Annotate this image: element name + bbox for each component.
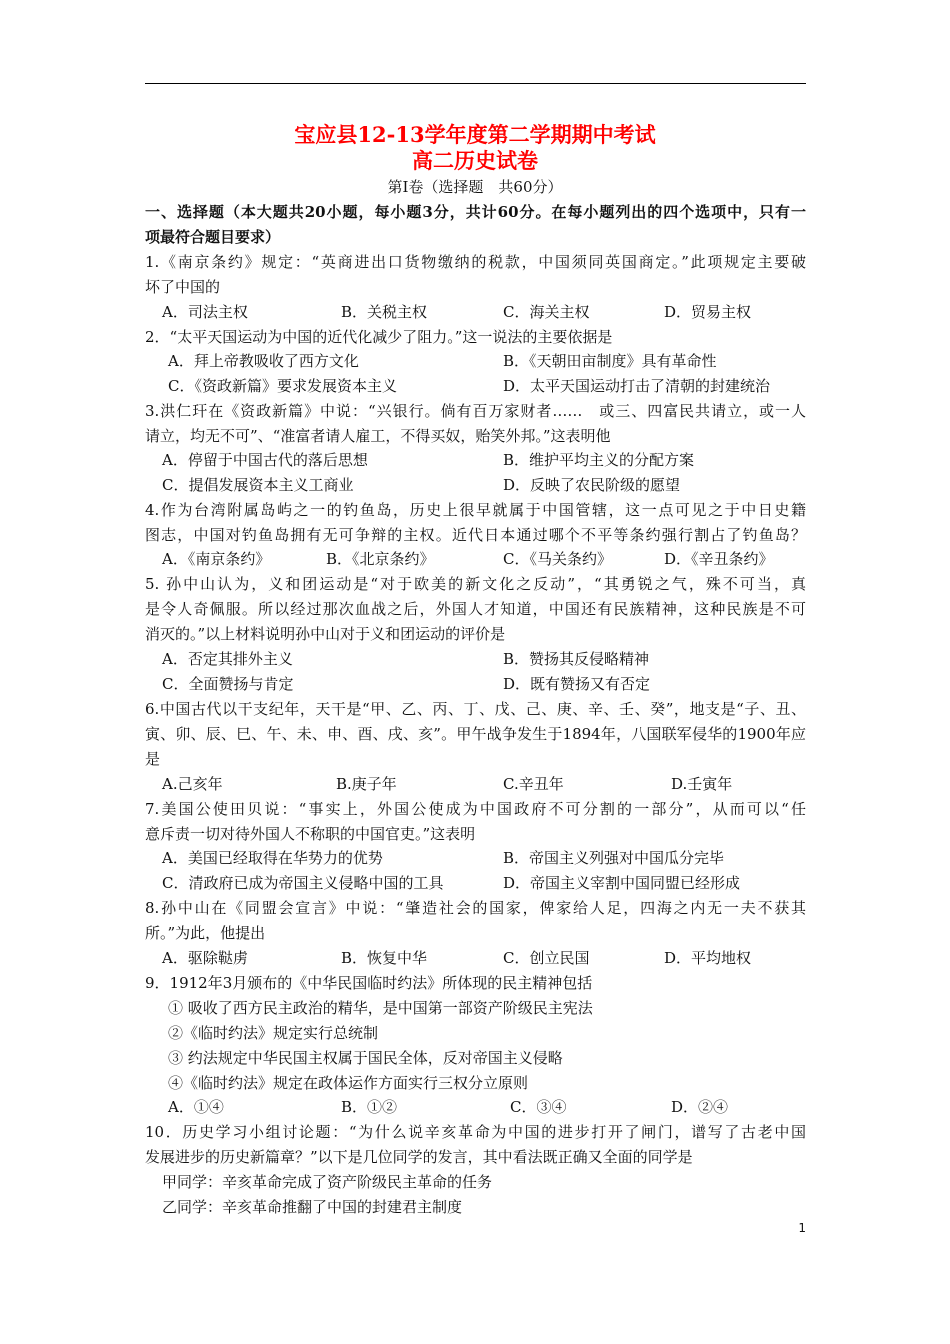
q9-option-c: C．③④ [510, 1098, 567, 1116]
q3-option-a: A．停留于中国古代的落后思想 [162, 451, 368, 469]
q7-option-a: A．美国已经取得在华势力的优势 [162, 849, 383, 867]
header-rule [145, 83, 806, 84]
q7-option-b: B．帝国主义列强对中国瓜分完毕 [503, 849, 725, 867]
q2-option-d: D．太平天国运动打击了清朝的封建统治 [503, 377, 771, 395]
exam-subtitle: 高二历史试卷 [412, 148, 538, 173]
q10-stem-2: 发展进步的历史新篇章？”以下是几位同学的发言，其中看法既正确又全面的同学是 [145, 1148, 693, 1166]
q9-option-d: D．②④ [671, 1098, 729, 1116]
q4-option-c: C．《马关条约》 [503, 550, 612, 568]
q3-stem-2: 请立，均无不可”、“准富者请人雇工，不得买奴，贻笑外邦。”这表明他 [145, 427, 611, 445]
q4-option-d: D．《辛丑条约》 [664, 550, 774, 568]
q6-option-b: B.庚子年 [336, 775, 397, 793]
q6-stem-3: 是 [145, 750, 161, 768]
q5-option-a: A．否定其排外主义 [162, 650, 293, 668]
q5-stem-3: 消灭的。”以上材料说明孙中山对于义和团运动的评价是 [145, 625, 506, 643]
q9-item-3: ③ 约法规定中华民国主权属于国民全体，反对帝国主义侵略 [168, 1049, 563, 1067]
q5-option-d: D．既有赞扬又有否定 [503, 675, 651, 693]
q4-option-b: B．《北京条约》 [326, 550, 435, 568]
q9-item-1: ① 吸收了西方民主政治的精华，是中国第一部资产阶级民主宪法 [168, 999, 593, 1017]
q5-stem-2: 是令人奇佩服。所以经过那次血战之后，外国人才知道，中国还有民族精神，这种民族是不可 [145, 600, 806, 618]
q6-option-d: D.壬寅年 [671, 775, 733, 793]
q9-item-2: ②《临时约法》规定实行总统制 [168, 1024, 379, 1042]
q2-option-b: B．《天朝田亩制度》具有革命性 [503, 352, 717, 370]
q1-option-b: B．关税主权 [341, 303, 428, 321]
q1-stem-2: 坏了中国的 [145, 278, 221, 296]
q9-option-a: A．①④ [168, 1098, 224, 1116]
q7-stem-2: 意斥责一切对待外国人不称职的中国官吏。”这表明 [145, 825, 476, 843]
instructions-line-1: 一、选择题（本大题共20小题，每小题3分，共计60分。在每小题列出的四个选项中，只有一 [145, 203, 806, 221]
exam-title: 宝应县12-13学年度第二学期期中考试 [294, 122, 656, 147]
q8-option-a: A．驱除鞑虏 [162, 949, 248, 967]
q9-stem-1: 9．1912年3月颁布的《中华民国临时约法》所体现的民主精神包括 [145, 974, 593, 992]
q2-option-a: A．拜上帝教吸收了西方文化 [168, 352, 359, 370]
q10-item-2: 乙同学：辛亥革命推翻了中国的封建君主制度 [162, 1198, 463, 1216]
q3-option-d: D．反映了农民阶级的愿望 [503, 476, 681, 494]
instructions-line-2: 项最符合题目要求） [145, 228, 281, 246]
q4-stem-1: 4.作为台湾附属岛屿之一的钓鱼岛，历史上很早就属于中国管辖，这一点可见之于中日史籍 [145, 501, 806, 519]
q8-stem-2: 所。”为此，他提出 [145, 924, 266, 942]
q8-option-c: C．创立民国 [503, 949, 590, 967]
q3-option-c: C．提倡发展资本主义工商业 [162, 476, 354, 494]
q6-stem-2: 寅、卯、辰、巳、午、未、申、酉、戌、亥”。甲午战争发生于1894年，八国联军侵华的1900年应 [145, 725, 806, 743]
q6-stem-1: 6.中国古代以干支纪年，天干是“甲、乙、丙、丁、戊、己、庚、辛、壬、癸”，地支是“子、丑、 [145, 700, 806, 718]
q2-stem-1: 2．“太平天国运动为中国的近代化减少了阻力。”这一说法的主要依据是 [145, 328, 613, 346]
q6-option-c: C.辛丑年 [503, 775, 564, 793]
q1-stem-1: 1.《南京条约》规定：“英商进出口货物缴纳的税款，中国须同英国商定。”此项规定主要破 [145, 253, 806, 271]
q3-option-b: B．维护平均主义的分配方案 [503, 451, 695, 469]
q1-option-c: C．海关主权 [503, 303, 590, 321]
q4-option-a: A．《南京条约》 [162, 550, 271, 568]
q10-stem-1: 10．历史学习小组讨论题：“为什么说辛亥革命为中国的进步打开了闸门，谱写了古老中国 [145, 1123, 806, 1141]
q8-stem-1: 8.孙中山在《同盟会宣言》中说：“肇造社会的国家，俾家给人足，四海之内无一夫不获其 [145, 899, 806, 917]
q1-option-d: D．贸易主权 [664, 303, 752, 321]
page-number: 1 [798, 1221, 806, 1235]
q8-option-d: D．平均地权 [664, 949, 752, 967]
q4-stem-2: 图志，中国对钓鱼岛拥有无可争辩的主权。近代日本通过哪个不平等条约强行割占了钓鱼岛？ [145, 526, 806, 544]
q10-item-1: 甲同学：辛亥革命完成了资产阶级民主革命的任务 [162, 1173, 493, 1191]
q9-item-4: ④《临时约法》规定在政体运作方面实行三权分立原则 [168, 1074, 529, 1092]
q5-stem-1: 5. 孙中山认为，义和团运动是“对于欧美的新文化之反动”，“其勇锐之气，殊不可当，真 [145, 575, 806, 593]
q9-option-b: B．①② [341, 1098, 398, 1116]
q5-option-c: C．全面赞扬与肯定 [162, 675, 294, 693]
q8-option-b: B．恢复中华 [341, 949, 428, 967]
q5-option-b: B．赞扬其反侵略精神 [503, 650, 650, 668]
q7-stem-1: 7.美国公使田贝说：“事实上，外国公使成为中国政府不可分割的一部分”，从而可以“任 [145, 800, 806, 818]
q6-option-a: A.己亥年 [162, 775, 223, 793]
part-heading: 第Ⅰ卷（选择题 共60分） [387, 178, 563, 196]
q7-option-d: D．帝国主义宰割中国同盟已经形成 [503, 874, 741, 892]
q2-option-c: C．《资政新篇》要求发展资本主义 [168, 377, 397, 395]
q3-stem-1: 3.洪仁玕在《资政新篇》中说：“兴银行。倘有百万家财者…… 或三、四富民共请立，或一人 [145, 402, 806, 420]
q7-option-c: C．清政府已成为帝国主义侵略中国的工具 [162, 874, 444, 892]
q1-option-a: A．司法主权 [162, 303, 248, 321]
